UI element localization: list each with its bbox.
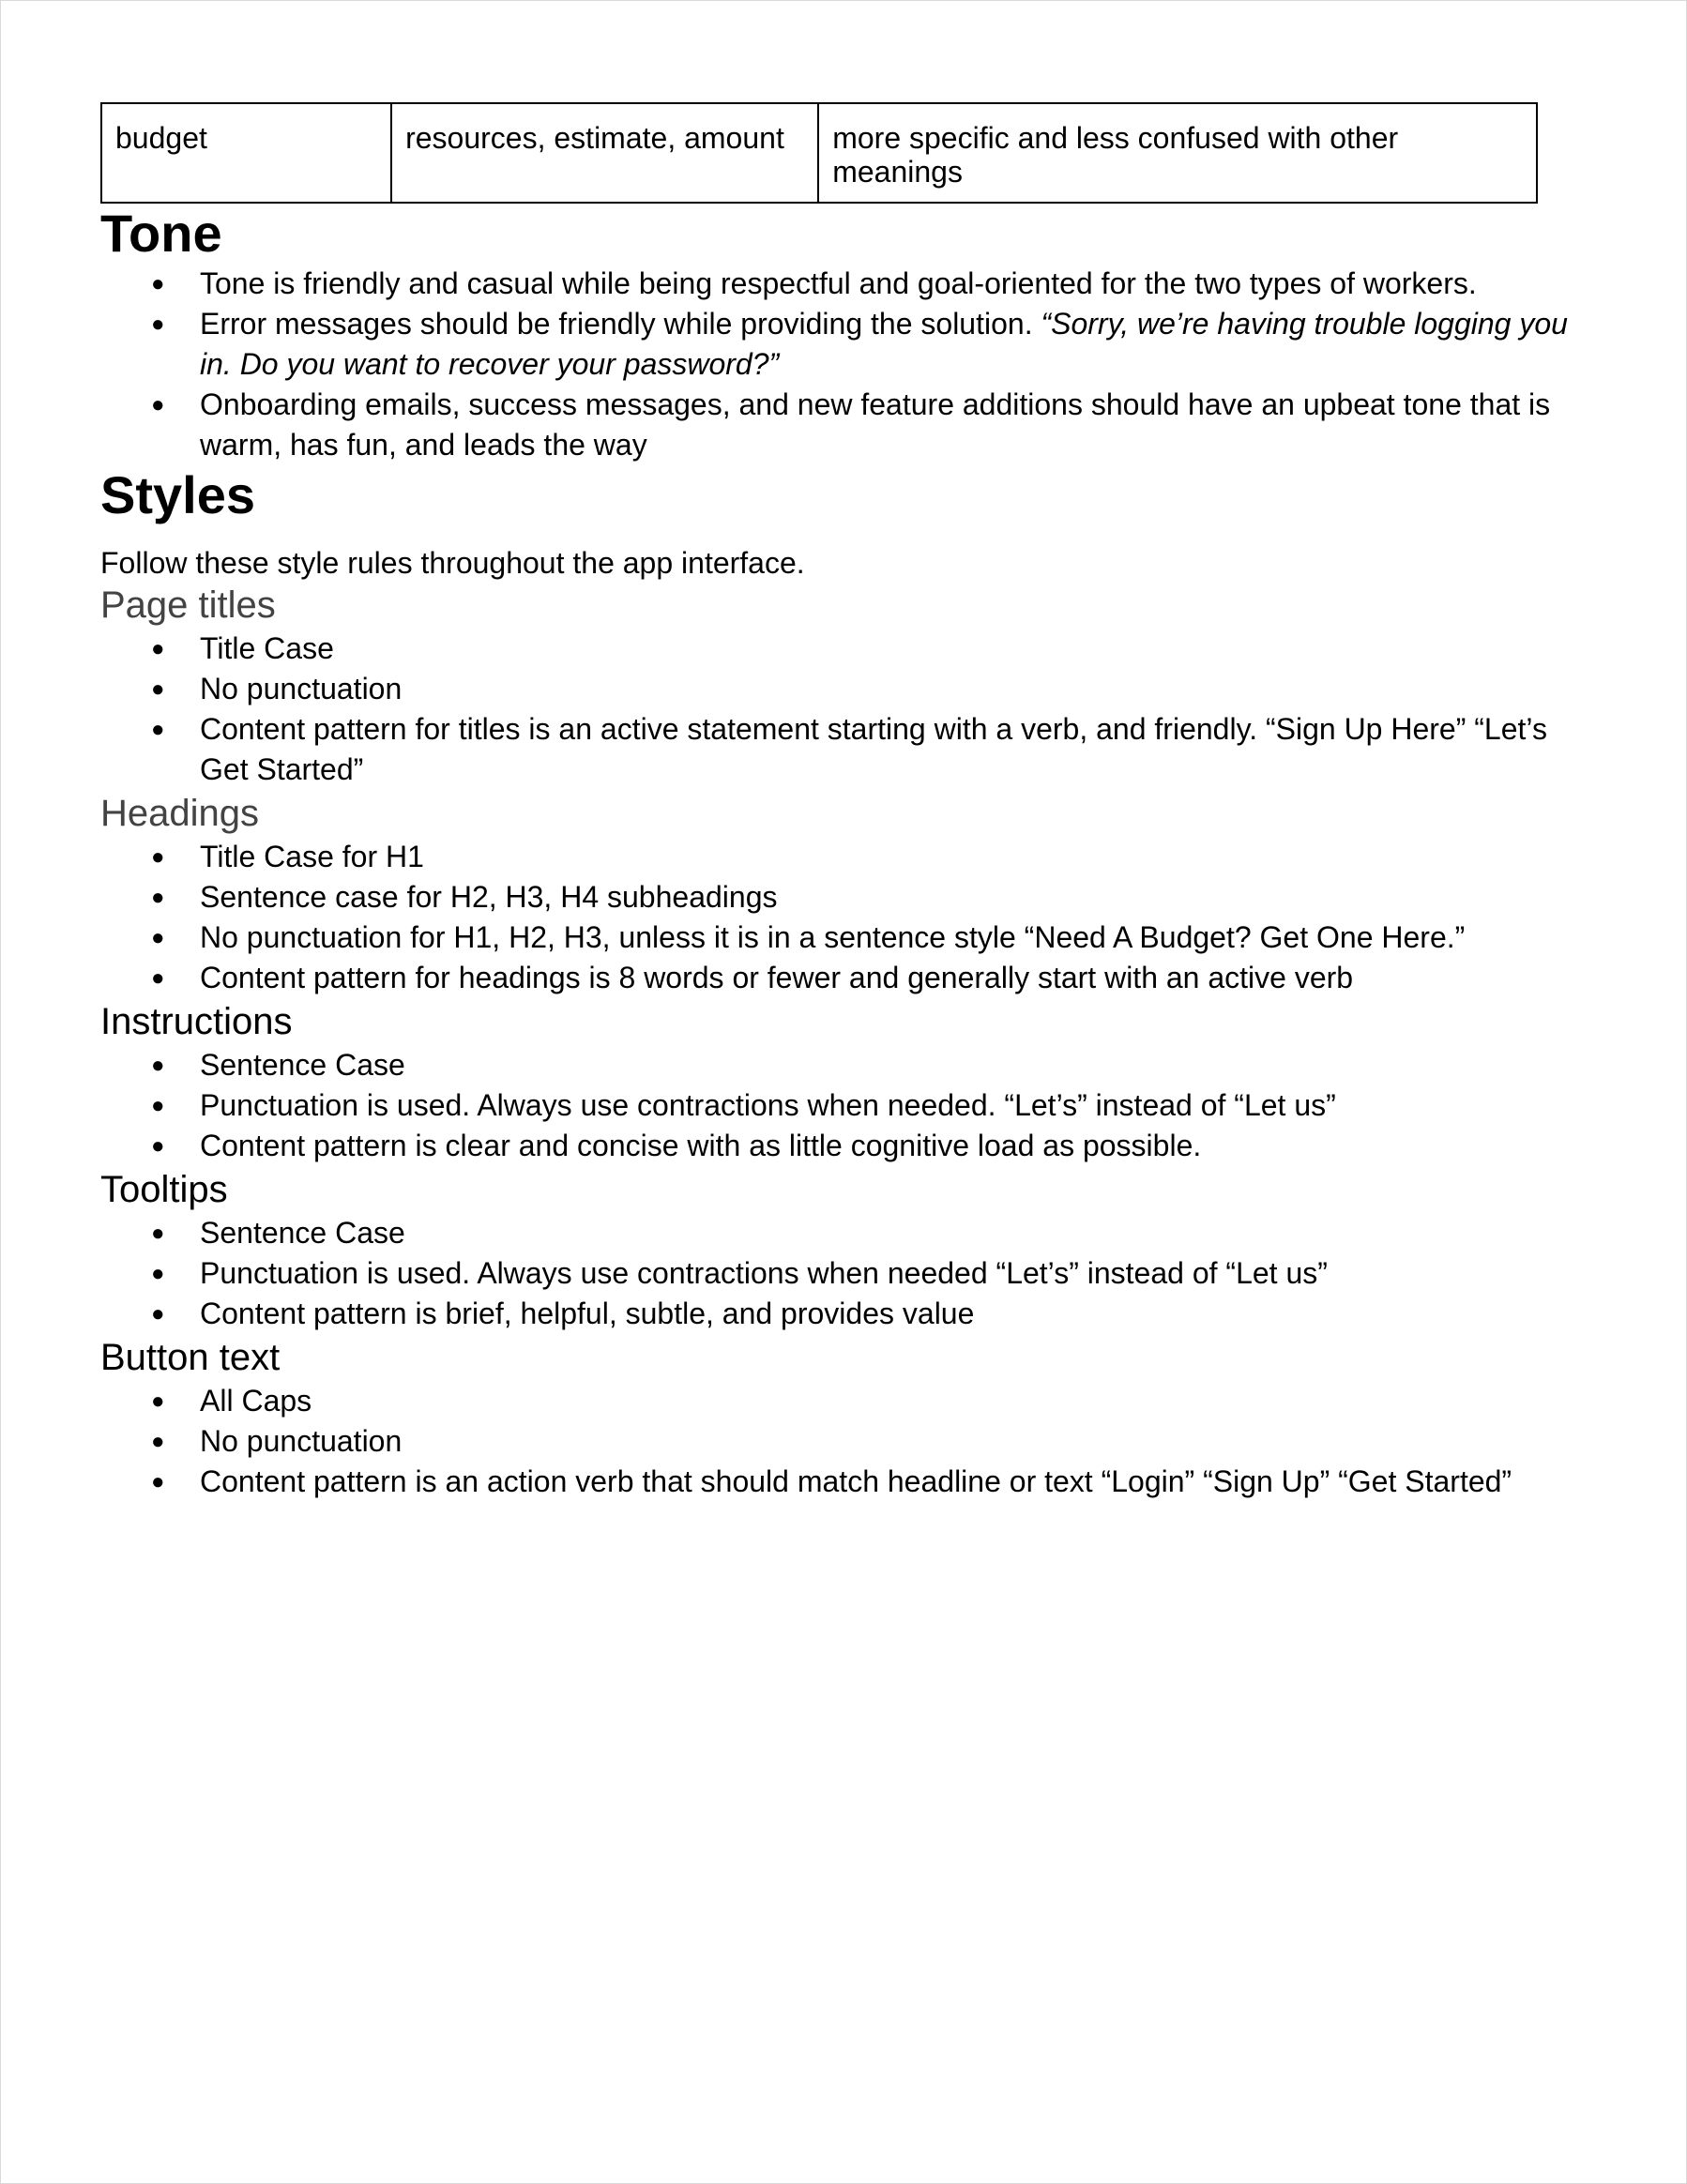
list-item: ● Punctuation is used. Always use contractions when needed “Let’s” instead of “Let us” [100,1253,1592,1294]
tooltips-heading: Tooltips [100,1169,228,1210]
list-item: ● Sentence Case [100,1213,1592,1253]
list-item: ● Content pattern is clear and concise with as little cognitive load as possible. [100,1126,1592,1166]
table-cell-alternatives: resources, estimate, amount [391,103,818,203]
list-item: ● Content pattern is an action verb that should match headline or text “Login” “Sign Up” “Get Started” [100,1462,1592,1502]
list-item: ● Content pattern for headings is 8 words or fewer and generally start with an active verb [100,958,1592,998]
list-item: ● No punctuation [100,669,1592,709]
styles-heading: Styles [100,465,255,524]
tone-list [100,264,1592,465]
instructions-list [100,1045,1592,1166]
list-item: ● No punctuation for H1, H2, H3, unless it is in a sentence style “Need A Budget? Get One Here.” [100,918,1592,958]
tone-heading: Tone [100,204,222,263]
list-item [100,264,1592,304]
list-item: ● Sentence Case [100,1045,1592,1085]
table-cell-term: budget [101,103,391,203]
document-body [100,102,1592,1502]
table-row [101,103,1537,203]
list-item-text: Onboarding emails, success messages, and new feature additions should have an upbeat tone that is warm, has fun, and leads the way [200,387,1551,462]
list-item: ● Content pattern for titles is an active statement starting with a verb, and friendly. “Sign Up Here” “Let’s Get Started” [100,709,1592,790]
list-item: ● Punctuation is used. Always use contractions when needed. “Let’s” instead of “Let us” [100,1085,1592,1126]
instructions-heading: Instructions [100,1001,293,1042]
table-cell-reason: more specific and less confused with other meanings [818,103,1537,203]
list-item: ● All Caps [100,1381,1592,1421]
page-titles-heading: Page titles [100,584,276,626]
list-item: ● Sentence case for H2, H3, H4 subheadings [100,877,1592,918]
terms-table [100,102,1538,204]
styles-intro: Follow these style rules throughout the app interface. [100,546,805,580]
headings-list [100,837,1592,998]
page-titles-list [100,629,1592,790]
button-text-list [100,1381,1592,1502]
list-item [100,304,1592,385]
list-item [100,385,1592,465]
tooltips-list [100,1213,1592,1334]
list-item: ● Content pattern is brief, helpful, subtle, and provides value [100,1294,1592,1334]
headings-heading: Headings [100,793,260,834]
example-quote: “Sorry, we’re having trouble logging you in. Do you want to recover your password?” [200,307,1568,381]
list-item-text: Error messages should be friendly while providing the solution. [200,307,1041,341]
button-text-heading: Button text [100,1337,281,1378]
list-item-text: Tone is friendly and casual while being respectful and goal-oriented for the two types of workers. [200,266,1477,300]
list-item: ● Title Case [100,629,1592,669]
list-item: ● No punctuation [100,1421,1592,1462]
list-item: ● Title Case for H1 [100,837,1592,877]
